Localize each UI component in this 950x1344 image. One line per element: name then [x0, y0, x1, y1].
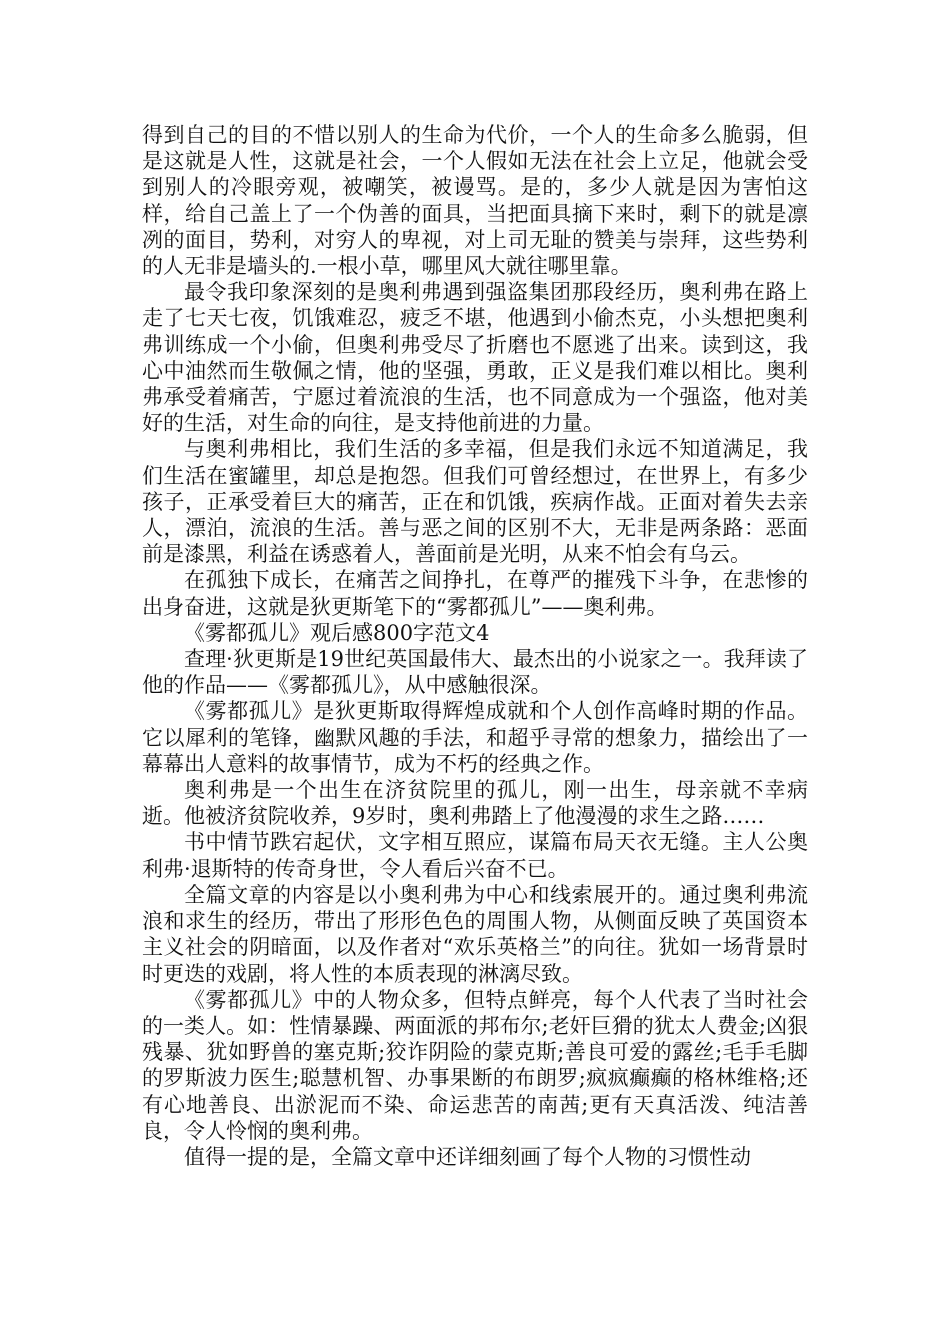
document-page	[142, 122, 808, 1170]
paragraph-final: 值得一提的是，全篇文章中还详细刻画了每个人物的习惯性动	[184, 1144, 751, 1169]
paragraph-comparison: 与奥利弗相比，我们生活的多幸福，但是我们永远不知道满足，我们生活在蜜罐里，却总是抱怨。但我们可曾经想过，在世界上，有多少孩子，正承受着巨大的痛苦，正在和饥饿，疾病作战。正面对着失去亲人，漂泊，流浪的生活。善与恶之间的区别不大，无非是两条路：恶面前是漆黑，利益在诱惑着人，善面前是光明，从来不怕会有乌云。	[142, 437, 808, 567]
paragraph-theme: 全篇文章的内容是以小奥利弗为中心和线索展开的。通过奥利弗流浪和求生的经历，带出了形形色色的周围人物，从侧面反映了英国资本主义社会的阴暗面，以及作者对“欢乐英格兰”的向往。犹如一场背景时时更迭的戏剧，将人性的本质表现的淋漓尽致。	[142, 882, 808, 986]
paragraph-dickens-intro: 查理·狄更斯是19世纪英国最伟大、最杰出的小说家之一。我拜读了他的作品——《雾都孤儿》，从中感触很深。	[142, 647, 808, 698]
paragraph-characters: 《雾都孤儿》中的人物众多，但特点鲜亮，每个人代表了当时社会的一类人。如：性情暴躁、两面派的邦布尔;老奸巨猾的犹太人费金;凶狠残暴、犹如野兽的塞克斯;狡诈阴险的蒙克斯;善良可爱的露丝;毛手毛脚的罗斯波力医生;聪慧机智、办事果断的布朗罗;疯疯癫癫的格林维格;还有心地善良、出淤泥而不染、命运悲苦的南茜;更有天真活泼、纯洁善良，令人怜悯的奥利弗。	[142, 987, 808, 1143]
paragraph-oliver-origin: 奥利弗是一个出生在济贫院里的孤儿，刚一出生，母亲就不幸病逝。他被济贫院收养，9岁时，奥利弗踏上了他漫漫的求生之路……	[142, 778, 808, 829]
paragraph-continuation: 得到自己的目的不惜以别人的生命为代价，一个人的生命多么脆弱，但是这就是人性，这就是社会，一个人假如无法在社会上立足，他就会受到别人的冷眼旁观，被嘲笑，被谩骂。是的，多少人就是因为害怕这样，给自己盖上了一个伪善的面具，当把面具摘下来时，剩下的就是凛冽的面目，势利，对穷人的卑视，对上司无耻的赞美与崇拜，这些势利的人无非是墙头的.一根小草，哪里风大就往哪里靠。	[142, 123, 808, 279]
paragraph-work-description: 《雾都孤儿》是狄更斯取得辉煌成就和个人创作高峰时期的作品。它以犀利的笔锋，幽默风趣的手法，和超乎寻常的想象力，描绘出了一幕幕出人意料的故事情节，成为不朽的经典之作。	[142, 699, 808, 776]
paragraph-plot: 书中情节跌宕起伏，文字相互照应，谋篇布局天衣无缝。主人公奥利弗·退斯特的传奇身世，令人看后兴奋不已。	[142, 830, 808, 881]
paragraph-conclusion: 在孤独下成长，在痛苦之间挣扎，在尊严的摧残下斗争，在悲惨的出身奋进，这就是狄更斯笔下的“雾都孤儿”——奥利弗。	[142, 568, 808, 619]
section-heading: 《雾都孤儿》观后感800字范文4	[184, 620, 490, 645]
paragraph-robbers: 最令我印象深刻的是奥利弗遇到强盗集团那段经历，奥利弗在路上走了七天七夜，饥饿难忍，疲乏不堪，他遇到小偷杰克，小头想把奥利弗训练成一个小偷，但奥利弗受尽了折磨也不愿逃了出来。读到这，我心中油然而生敬佩之情，他的坚强，勇敢，正义是我们难以相比。奥利弗承受着痛苦，宁愿过着流浪的生活，也不同意成为一个强盗，他对美好的生活，对生命的向往，是支持他前进的力量。	[142, 280, 808, 436]
